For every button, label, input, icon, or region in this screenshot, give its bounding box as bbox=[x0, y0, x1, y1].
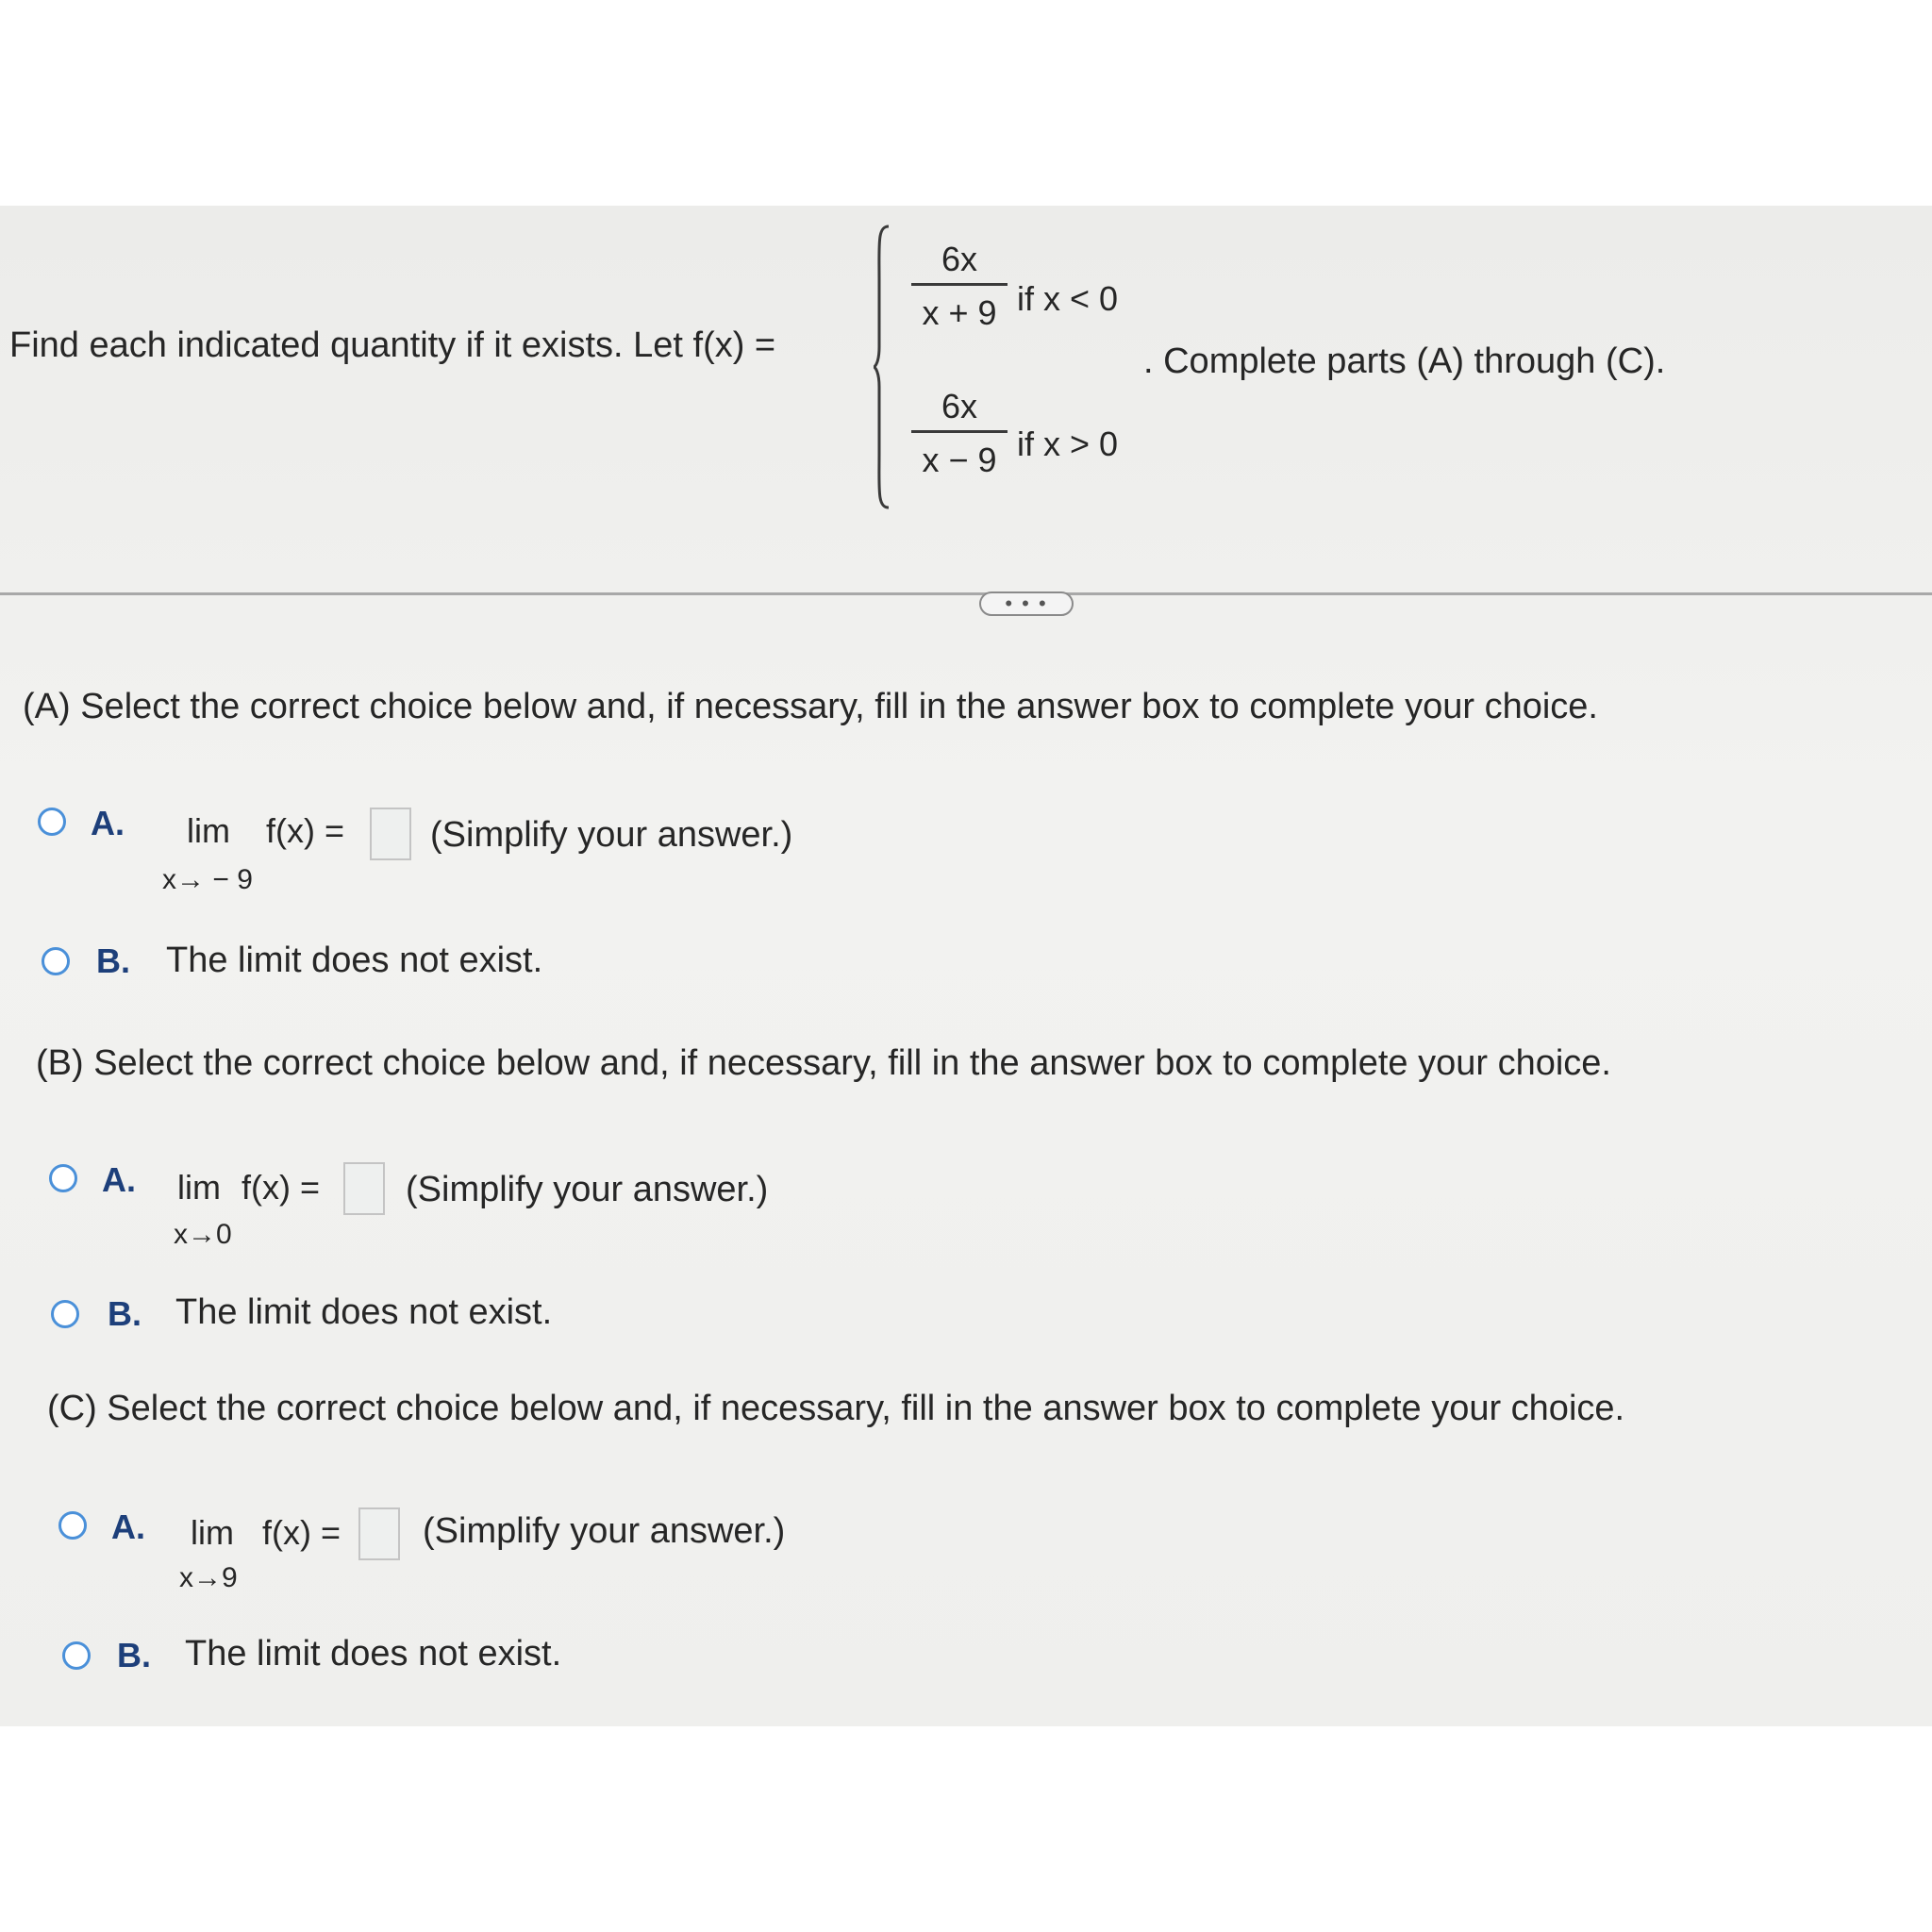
part-a-prompt: (A) Select the correct choice below and, if necessary, fill in the answer box to complete your choice. bbox=[23, 687, 1598, 726]
piece2-fraction-bar bbox=[911, 430, 1008, 433]
question-outro: . Complete parts (A) through (C). bbox=[1143, 341, 1666, 381]
piecewise-brace bbox=[874, 225, 891, 509]
part-c-prompt: (C) Select the correct choice below and, if necessary, fill in the answer box to complete your choice. bbox=[47, 1389, 1625, 1428]
part-b-lim: lim bbox=[177, 1168, 221, 1207]
part-c-limit-subscript: x→9 bbox=[179, 1562, 238, 1593]
part-b-hint: (Simplify your answer.) bbox=[406, 1170, 769, 1209]
section-divider bbox=[0, 592, 1932, 595]
part-a-option-a-radio[interactable] bbox=[38, 808, 66, 836]
part-b-option-b-letter: B. bbox=[108, 1294, 142, 1333]
part-b-option-a-radio[interactable] bbox=[49, 1164, 77, 1192]
expand-more-button[interactable]: • • • bbox=[979, 591, 1074, 616]
piece2-condition: if x > 0 bbox=[1017, 425, 1119, 463]
part-a-option-a-letter: A. bbox=[91, 804, 125, 842]
part-a-lim: lim bbox=[187, 811, 230, 850]
part-c-option-a-letter: A. bbox=[111, 1507, 145, 1546]
piece1-denominator: x + 9 bbox=[922, 293, 997, 332]
part-c-hint: (Simplify your answer.) bbox=[423, 1511, 786, 1551]
part-a-option-b-letter: B. bbox=[96, 941, 130, 980]
part-b-option-a-letter: A. bbox=[102, 1160, 136, 1199]
part-b-limit-subscript: x→0 bbox=[174, 1219, 232, 1250]
part-c-lim: lim bbox=[191, 1513, 234, 1552]
part-a-limit-subscript: x→ − 9 bbox=[162, 864, 253, 895]
part-c-option-a-radio[interactable] bbox=[58, 1511, 87, 1540]
part-b-option-b-text: The limit does not exist. bbox=[175, 1292, 553, 1332]
question-intro: Find each indicated quantity if it exists. Let f(x) = bbox=[9, 325, 776, 365]
part-a-option-b-text: The limit does not exist. bbox=[166, 941, 543, 980]
piece1-fraction-bar bbox=[911, 283, 1008, 286]
piece1-numerator: 6x bbox=[941, 240, 978, 278]
part-c-option-b-radio[interactable] bbox=[62, 1641, 91, 1670]
piece1-fraction bbox=[911, 238, 1008, 335]
part-a-function: f(x) = bbox=[266, 811, 345, 850]
part-a-hint: (Simplify your answer.) bbox=[430, 815, 793, 855]
part-c-answer-box[interactable] bbox=[358, 1507, 400, 1560]
piece2-fraction bbox=[911, 385, 1008, 482]
part-c-option-b-text: The limit does not exist. bbox=[185, 1634, 562, 1674]
piece2-numerator: 6x bbox=[941, 387, 978, 425]
piece1-condition: if x < 0 bbox=[1017, 279, 1119, 318]
part-b-prompt: (B) Select the correct choice below and, if necessary, fill in the answer box to complete your choice. bbox=[36, 1043, 1611, 1083]
part-a-answer-box[interactable] bbox=[370, 808, 411, 860]
part-b-answer-box[interactable] bbox=[343, 1162, 385, 1215]
part-b-function: f(x) = bbox=[242, 1168, 321, 1207]
part-c-function: f(x) = bbox=[262, 1513, 341, 1552]
piece2-denominator: x − 9 bbox=[922, 441, 997, 479]
part-c-option-b-letter: B. bbox=[117, 1636, 151, 1674]
part-b-option-b-radio[interactable] bbox=[51, 1300, 79, 1328]
part-a-option-b-radio[interactable] bbox=[42, 947, 70, 975]
